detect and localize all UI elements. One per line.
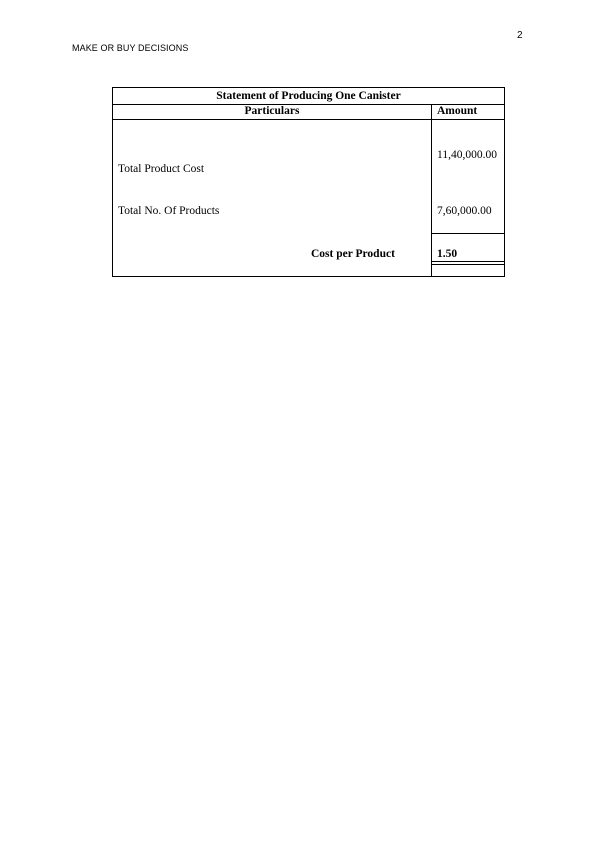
total-products-label: Total No. Of Products — [118, 205, 220, 217]
page-number: 2 — [517, 30, 523, 41]
amount-header: Amount — [432, 104, 504, 120]
statement-title: Statement of Producing One Canister — [113, 88, 504, 105]
cost-per-product-amount: 1.50 — [437, 248, 458, 260]
total-product-cost-amount: 11,40,000.00 — [437, 149, 497, 161]
cost-per-product-label: Cost per Product — [311, 248, 395, 260]
subtotal-rule — [432, 233, 504, 234]
total-double-rule — [432, 261, 504, 265]
column-divider — [431, 104, 432, 276]
running-head: MAKE OR BUY DECISIONS — [72, 43, 189, 53]
particulars-header: Particulars — [113, 104, 431, 120]
statement-table — [112, 87, 505, 277]
total-products-amount: 7,60,000.00 — [437, 205, 492, 217]
total-product-cost-label: Total Product Cost — [118, 163, 205, 175]
